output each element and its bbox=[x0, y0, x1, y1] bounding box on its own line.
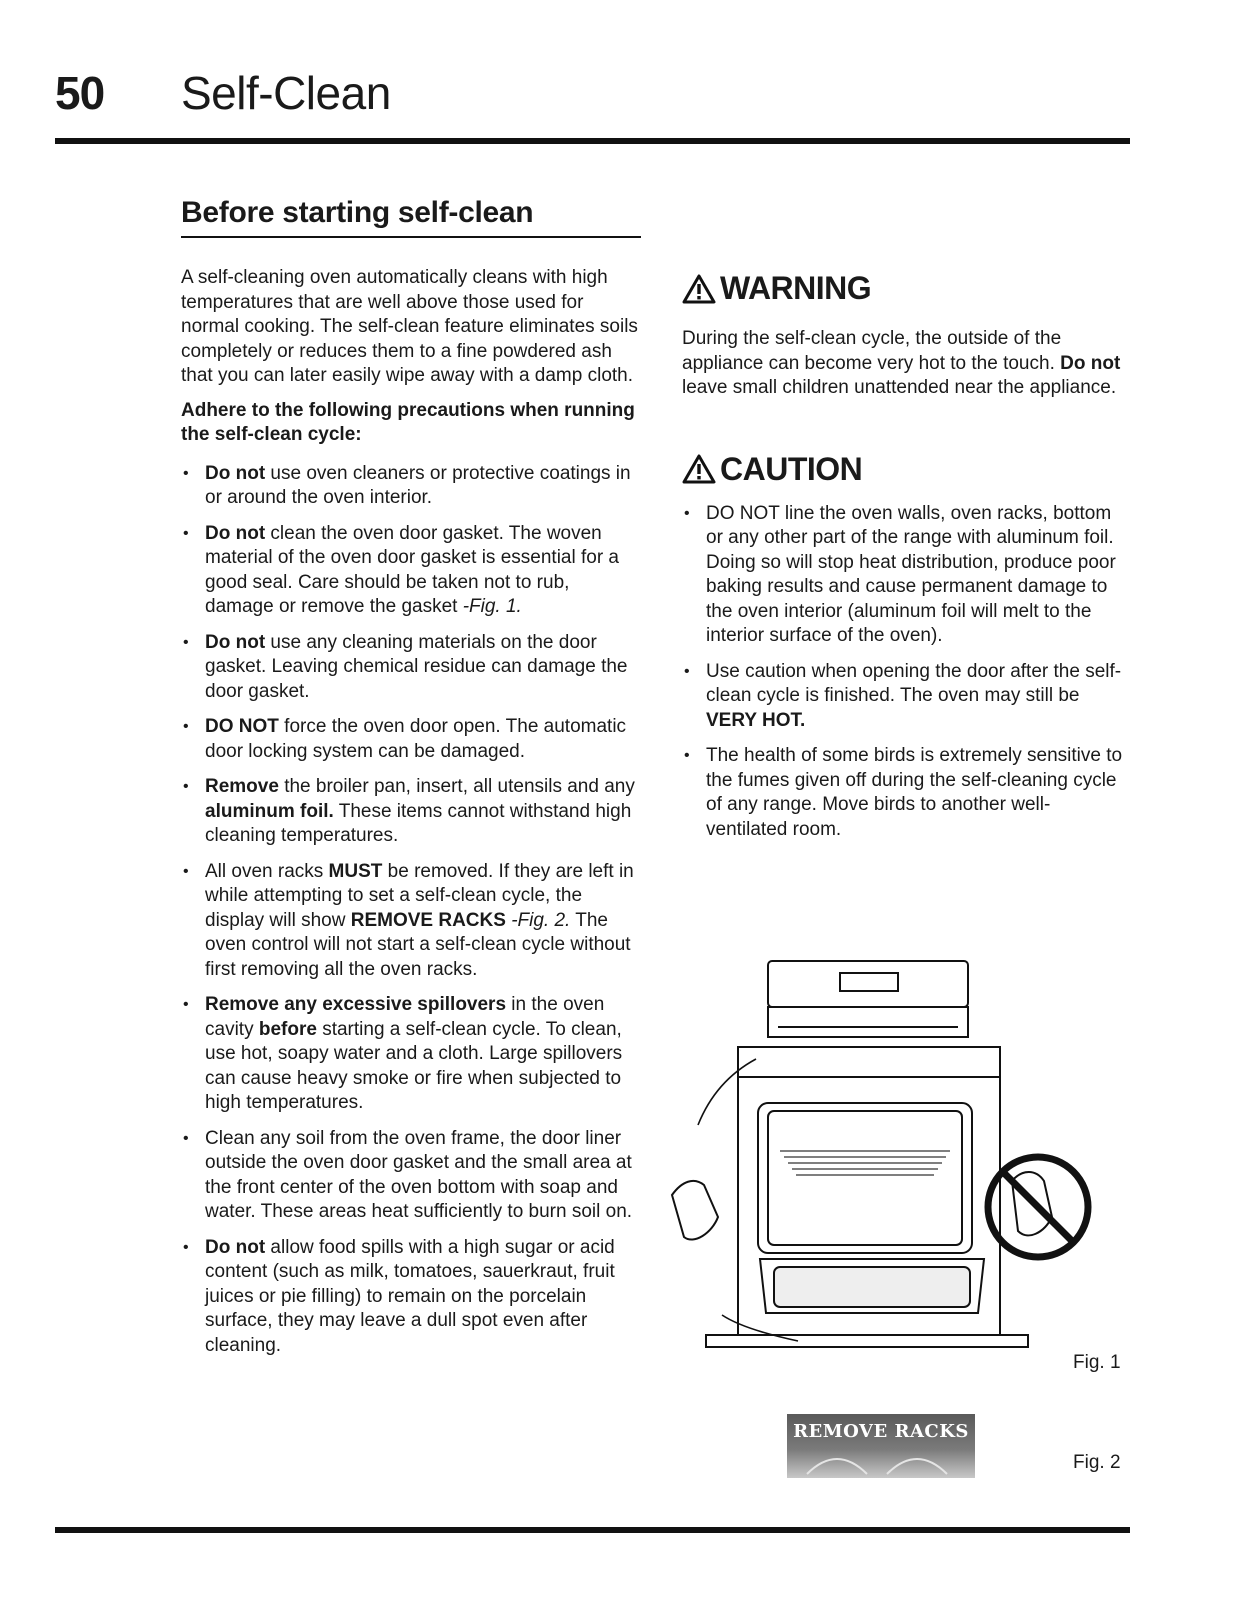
page-header bbox=[55, 66, 1130, 126]
list-item bbox=[181, 993, 641, 1116]
item-text: starting a self-clean cycle. To clean, use hot, soapy water and a cloth. Large spillovers can cause heavy smoke or fire when subjected to high temperatures. bbox=[205, 1018, 623, 1113]
emphasis: MUST bbox=[328, 860, 383, 882]
list-item bbox=[181, 462, 641, 511]
list-item bbox=[181, 1236, 641, 1359]
item-text: clean the oven door gasket. The woven material of the oven door gasket is essential for a good seal. Care should be taken not to rub, damage or remove the gasket bbox=[205, 522, 620, 617]
emphasis: Do not bbox=[1060, 352, 1121, 374]
item-text: use oven cleaners or protective coatings in or around the oven interior. bbox=[205, 462, 631, 508]
emphasis: Do not bbox=[205, 1236, 266, 1258]
figure-reference: -Fig. 1. bbox=[462, 596, 522, 617]
emphasis: REMOVE RACKS bbox=[350, 909, 506, 931]
item-text: force the oven door open. The automatic door locking system can be damaged. bbox=[205, 716, 627, 762]
warning-block bbox=[682, 270, 1127, 401]
list-item bbox=[682, 660, 1127, 734]
emphasis: Do not bbox=[205, 631, 266, 653]
caution-heading-text: CAUTION bbox=[720, 450, 863, 487]
page-title: Self-Clean bbox=[181, 67, 391, 119]
item-text: The oven control will not start a self-clean cycle without first removing all the oven racks. bbox=[205, 909, 631, 980]
emphasis: Remove bbox=[205, 776, 279, 797]
bottom-rule bbox=[55, 1527, 1130, 1533]
list-item bbox=[181, 715, 641, 764]
item-text: in the oven cavity bbox=[205, 994, 605, 1040]
precautions-list bbox=[181, 462, 641, 1359]
intro-paragraph: A self-cleaning oven automatically cleans with high temperatures that are well above those used for normal cooking. The self-clean feature eliminates soils completely or reduces them to a fine powdered ash that you can later easily wipe away with a damp cloth. bbox=[181, 267, 638, 386]
warning-triangle-icon bbox=[682, 274, 716, 304]
warning-text bbox=[682, 327, 1127, 401]
list-item bbox=[181, 775, 641, 849]
list-item bbox=[181, 860, 641, 983]
list-item bbox=[682, 744, 1127, 842]
emphasis: VERY HOT. bbox=[706, 709, 806, 731]
figure-2-label: Fig. 2 bbox=[1073, 1452, 1121, 1473]
list-item bbox=[181, 522, 641, 620]
precautions-heading: Adhere to the following precautions when running the self-clean cycle: bbox=[181, 399, 635, 445]
item-text: These items cannot withstand high cleaning temperatures. bbox=[205, 800, 632, 846]
oven-door-gasket-illustration bbox=[660, 955, 1100, 1365]
caution-list bbox=[682, 502, 1127, 843]
item-text: use any cleaning materials on the door gasket. Leaving chemical residue can damage the door gasket. bbox=[205, 631, 628, 702]
emphasis: Do not bbox=[205, 522, 266, 544]
caution-heading bbox=[682, 451, 1127, 488]
item-text: Clean any soil from the oven frame, the door liner outside the oven door gasket and the small area at the front center of the oven bottom with soap and water. These areas heat sufficiently to burn soil on. bbox=[205, 1127, 633, 1222]
left-column bbox=[181, 196, 641, 1369]
warning-text-part: leave small children unattended near the appliance. bbox=[682, 377, 1117, 398]
section-title: Before starting self-clean bbox=[181, 196, 641, 238]
emphasis: before bbox=[258, 1018, 317, 1040]
item-text: allow food spills with a high sugar or acid content (such as milk, tomatoes, sauerkraut, fruit juices or pie filling) to remain on the porcelain surface, they may leave a dull spot even after cleaning. bbox=[205, 1236, 615, 1356]
warning-heading-text: WARNING bbox=[720, 270, 872, 306]
list-item bbox=[181, 631, 641, 705]
figure-1-label: Fig. 1 bbox=[1073, 1352, 1121, 1373]
item-text: DO NOT line the oven walls, oven racks, bottom or any other part of the range with aluminum foil. Doing so will stop heat distribution, produce poor baking results and cause permanent damage to the oven interior (aluminum foil will melt to the interior surface of the oven). bbox=[706, 502, 1116, 646]
caution-triangle-icon bbox=[682, 454, 716, 484]
item-text: The health of some birds is extremely sensitive to the fumes given off during the self-cleaning cycle of any range. Move birds to another well-ventilated room. bbox=[706, 745, 1123, 840]
warning-text-part: During the self-clean cycle, the outside of the appliance can become very hot to the touch. bbox=[682, 328, 1062, 374]
list-item bbox=[181, 1127, 641, 1225]
caution-block bbox=[682, 451, 1127, 843]
emphasis: DO NOT bbox=[205, 716, 279, 737]
emphasis: aluminum foil. bbox=[205, 800, 334, 822]
right-column bbox=[682, 270, 1127, 853]
item-text: the broiler pan, insert, all utensils and any bbox=[278, 776, 635, 797]
top-rule bbox=[55, 138, 1130, 144]
display-text: REMOVE RACKS bbox=[793, 1421, 969, 1442]
list-item bbox=[682, 502, 1127, 649]
item-text: All oven racks bbox=[205, 860, 329, 882]
emphasis: Remove any excessive spillovers bbox=[205, 994, 507, 1015]
emphasis: Do not bbox=[205, 462, 266, 484]
page-number: 50 bbox=[55, 67, 105, 119]
remove-racks-display bbox=[787, 1414, 975, 1478]
item-text: Use caution when opening the door after the self-clean cycle is finished. The oven may still be bbox=[706, 660, 1122, 706]
item-text: be removed. If they are left in while attempting to set a self-clean cycle, the display will show bbox=[205, 860, 634, 931]
figure-reference: -Fig. 2. bbox=[505, 909, 571, 931]
warning-heading bbox=[682, 270, 1127, 307]
